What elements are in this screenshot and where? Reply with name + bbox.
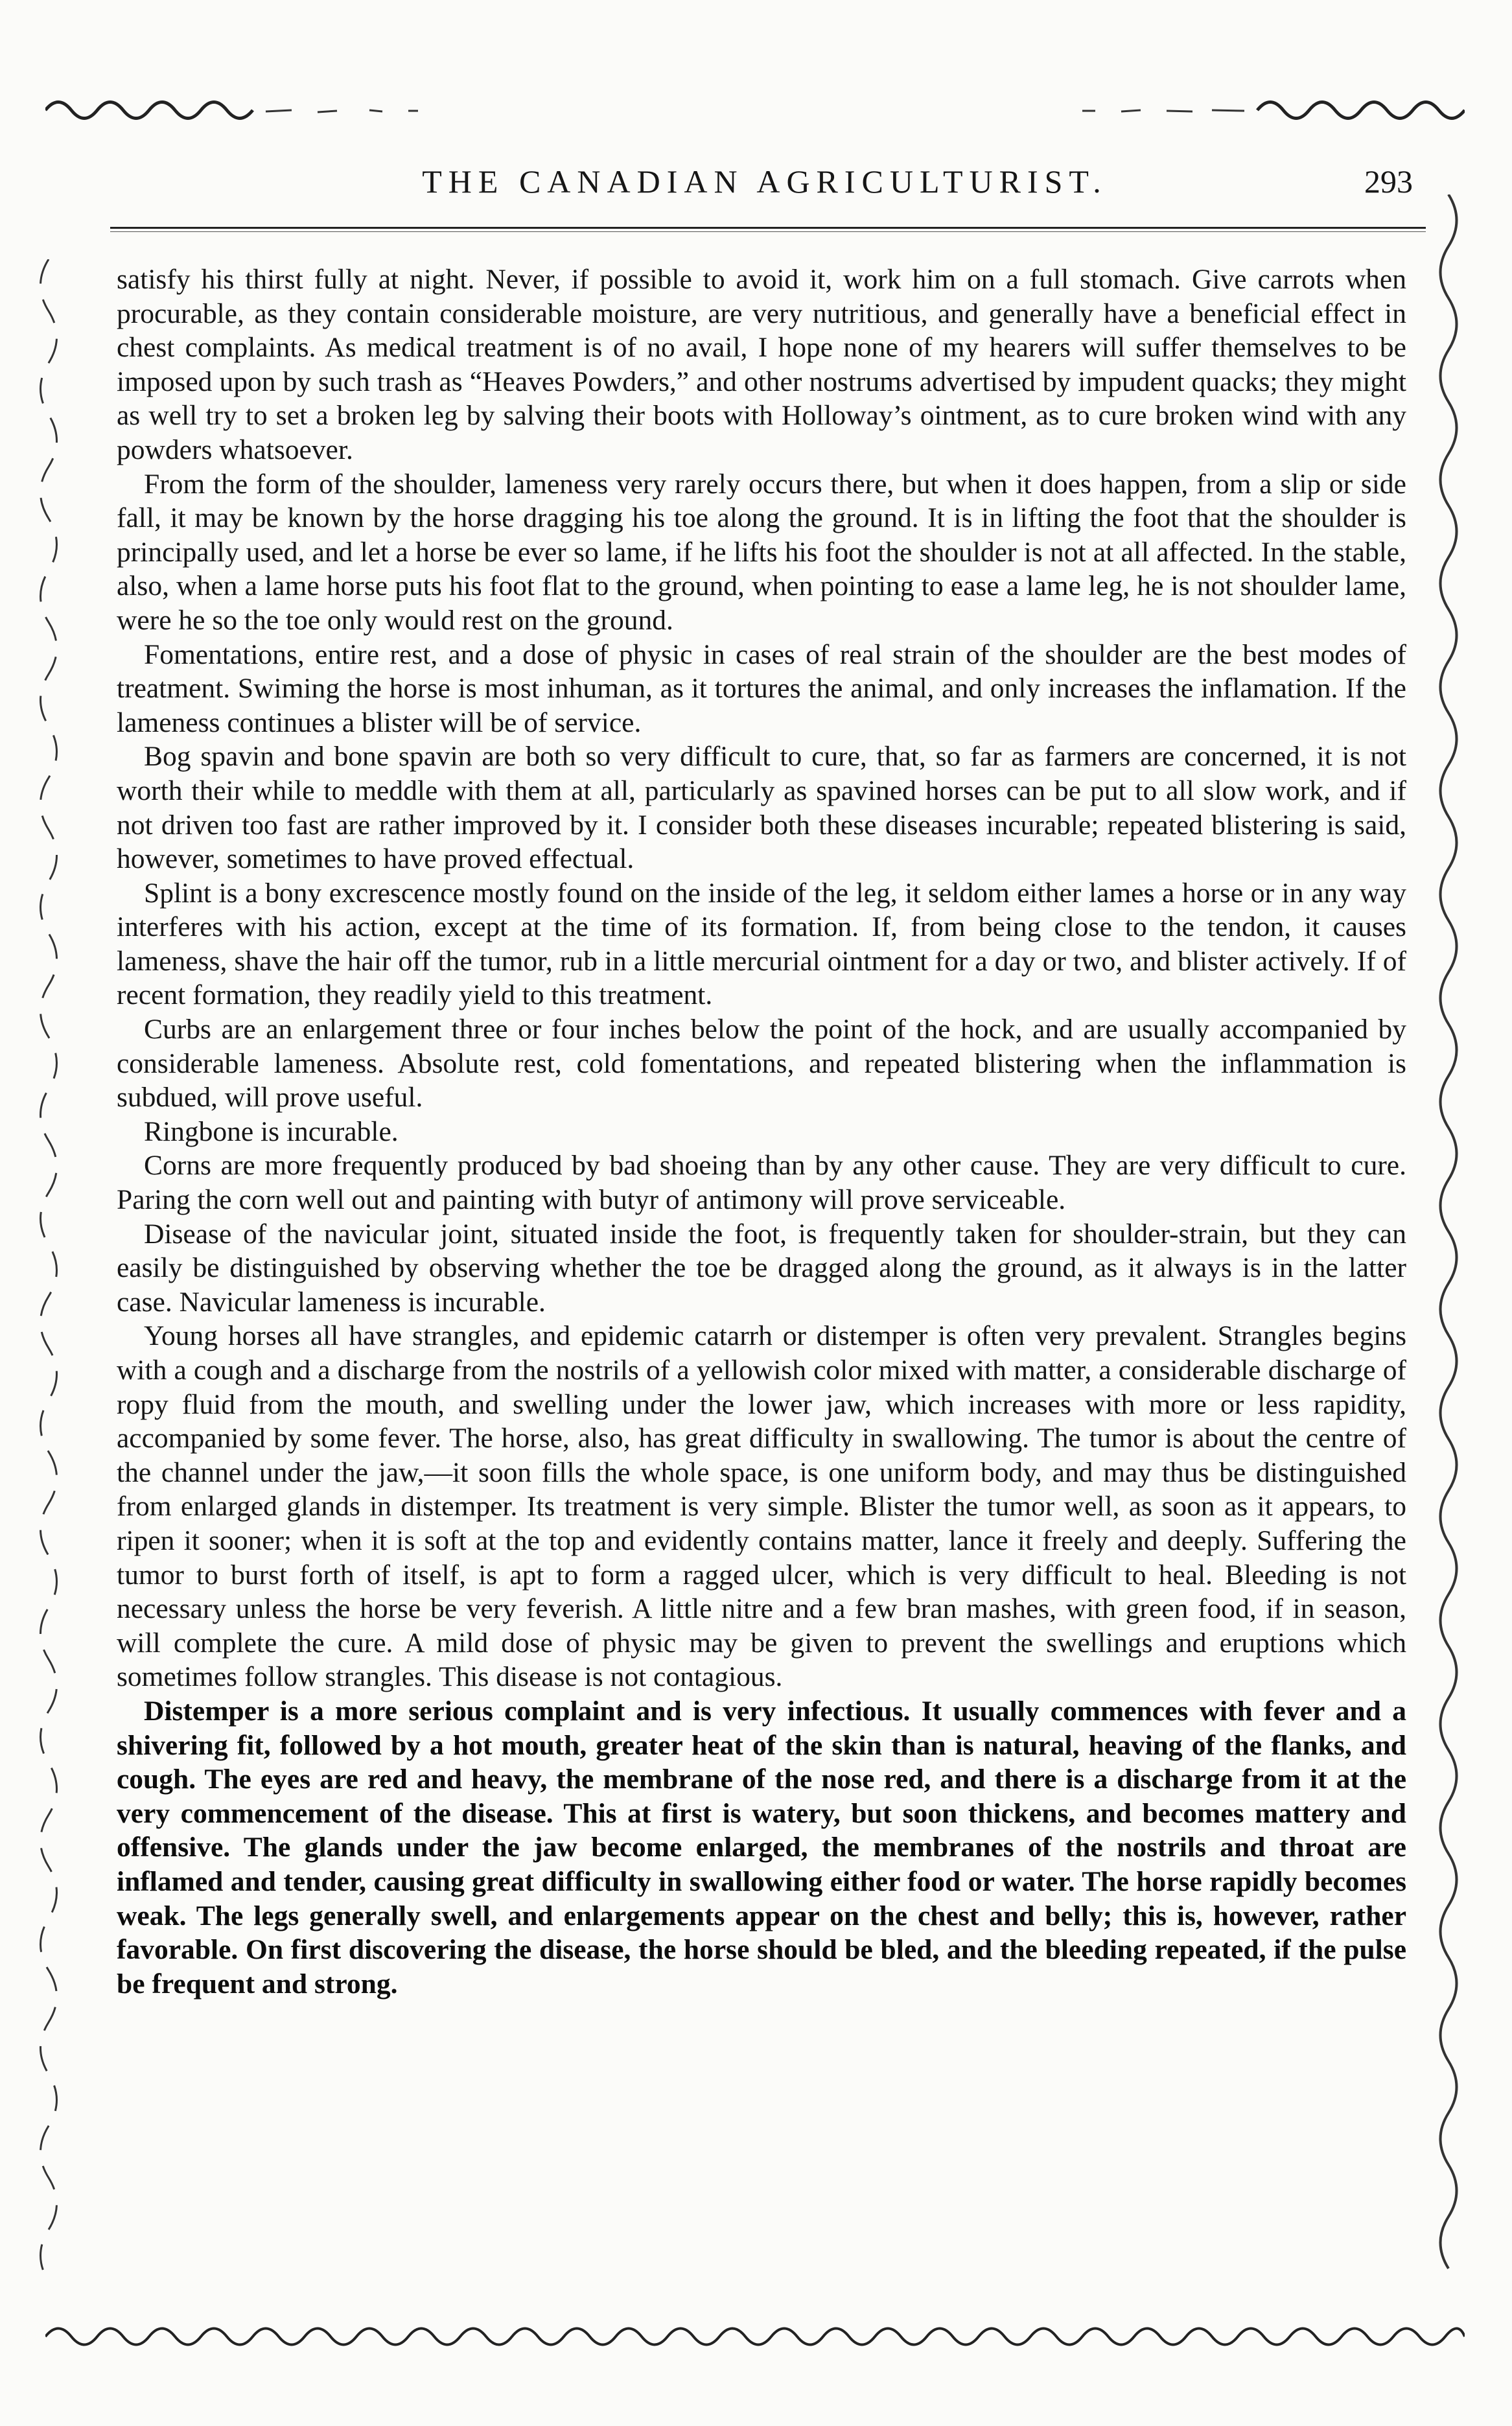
decorative-left-border [26, 259, 71, 2301]
header-rule [110, 227, 1426, 229]
article-body [117, 262, 1406, 2001]
paragraph-strangles: Young horses all have strangles, and epidemic catarrh or distemper is often very prevalent. Strangles begins with a cough and a discharge from the nostrils of a yellowish color mixed with matter, a considerable discharge of ropy fluid from the mouth, and swelling under the lower jaw, which increases with more or less rapidity, accompanied by some fever. The horse, also, has great difficulty in swallowing. The tumor is about the centre of the channel under the jaw,—it soon fills the whole space, is one uniform body, and may thus be distinguished from enlarged glands in distemper. Its treatment is very simple. Blister the tumor well, as soon as it appears, to ripen it sooner; when it is soft at the top and evidently contains matter, lance it freely and deeply. Suffering the tumor to burst forth of itself, is apt to form a ragged ulcer, which is very difficult to heal. Bleeding is not necessary unless the horse be very feverish. A little nitre and a few bran mashes, with green food, if in season, will complete the cure. A mild dose of physic may be given to prevent the swellings and eruptions which sometimes follow strangles. This disease is not contagious. [117, 1320, 1406, 1693]
paragraph-shoulder-lameness: From the form of the shoulder, lameness very rarely occurs there, but when it does happen, from a slip or side fall, it may be known by the horse dragging his toe along the ground. It is in lifting the foot that the shoulder is principally used, and let a horse be ever so lame, if he lifts his foot the shoulder is not at all affected. In the stable, also, when a lame horse puts his foot flat to the ground, when pointing to ease a lame leg, he is not shoulder lame, were he so the toe only would rest on the ground. [117, 468, 1406, 636]
page-number: 293 [1364, 163, 1413, 200]
running-header [117, 156, 1413, 207]
decorative-bottom-border [45, 2314, 1465, 2359]
paragraph-navicular: Disease of the navicular joint, situated inside the foot, is frequently taken for shoulder-strain, but they can easily be distinguished by observing whether the toe be dragged along the ground, as it always is in the latter case. Navicular lameness is incurable. [117, 1218, 1406, 1318]
header-rule-thin [110, 231, 1426, 232]
paragraph-heaves: satisfy his thirst fully at night. Never, if possible to avoid it, work him on a full stomach. Give carrots when procurable, as they contain considerable moisture, are very nutritious, and generally have a beneficial effect in chest complaints. As medical treatment is of no avail, I hope none of my hearers will suffer themselves to be imposed upon by such trash as “Heaves Powders,” and other nostrums advertised by impudent quacks; they might as well try to set a broken leg by salving their boots with Holloway’s ointment, as to cure broken wind with any powders whatsoever. [117, 264, 1406, 465]
paragraph-ringbone: Ringbone is incurable. [144, 1115, 399, 1147]
paragraph-fomentations: Fomentations, entire rest, and a dose of physic in cases of real strain of the shoulder are the best modes of treatment. Swiming the horse is most inhuman, as it tortures the animal, and only increases the inflamation. If the lameness continues a blister will be of service. [117, 638, 1406, 738]
paragraph-corns: Corns are more frequently produced by bad shoeing than by any other cause. They are very difficult to cure. Paring the corn well out and painting with butyr of antimony will prove serviceable. [117, 1150, 1406, 1216]
decorative-right-border [1426, 194, 1471, 2301]
paragraph-splint: Splint is a bony excrescence mostly found on the inside of the leg, it seldom either lames a horse or in any way interferes with his action, except at the time of its formation. If, from being close to the tendon, it causes lameness, shave the hair off the tumor, rub in a little mercurial ointment for a day or two, and blister actively. If of recent formation, they readily yield to this treatment. [117, 877, 1406, 1011]
paragraph-spavin: Bog spavin and bone spavin are both so very difficult to cure, that, so far as farmers are concerned, it is not worth their while to meddle with them at all, particularly as spavined horses can be put to all slow work, and if not driven too fast are rather improved by it. I consider both these diseases incurable; repeated blistering is said, however, sometimes to have proved effectual. [117, 741, 1406, 875]
decorative-top-border [45, 91, 1465, 130]
running-title: THE CANADIAN AGRICULTURIST. [422, 163, 1108, 200]
paragraph-distemper: Distemper is a more serious complaint and is very infectious. It usually commences with fever and a shivering fit, followed by a hot mouth, greater heat of the skin than is natural, heaving of the flanks, and cough. The eyes are red and heavy, the membrane of the nose red, and there is a discharge from it at the very commencement of the disease. This at first is watery, but soon thickens, and becomes mattery and offensive. The glands under the jaw become enlarged, the membranes of the nostrils and throat are inflamed and tender, causing great difficulty in swallowing either food or water. The horse rapidly becomes weak. The legs generally swell, and enlargements appear on the chest and belly; this is, however, rather favorable. On first discovering the disease, the horse should be bled, and the bleeding repeated, if the pulse be frequent and strong. [117, 1695, 1406, 2000]
paragraph-curbs: Curbs are an enlargement three or four inches below the point of the hock, and are usually accompanied by considerable lameness. Absolute rest, cold fomentations, and repeated blistering when the inflammation is subdued, will prove useful. [117, 1014, 1406, 1114]
